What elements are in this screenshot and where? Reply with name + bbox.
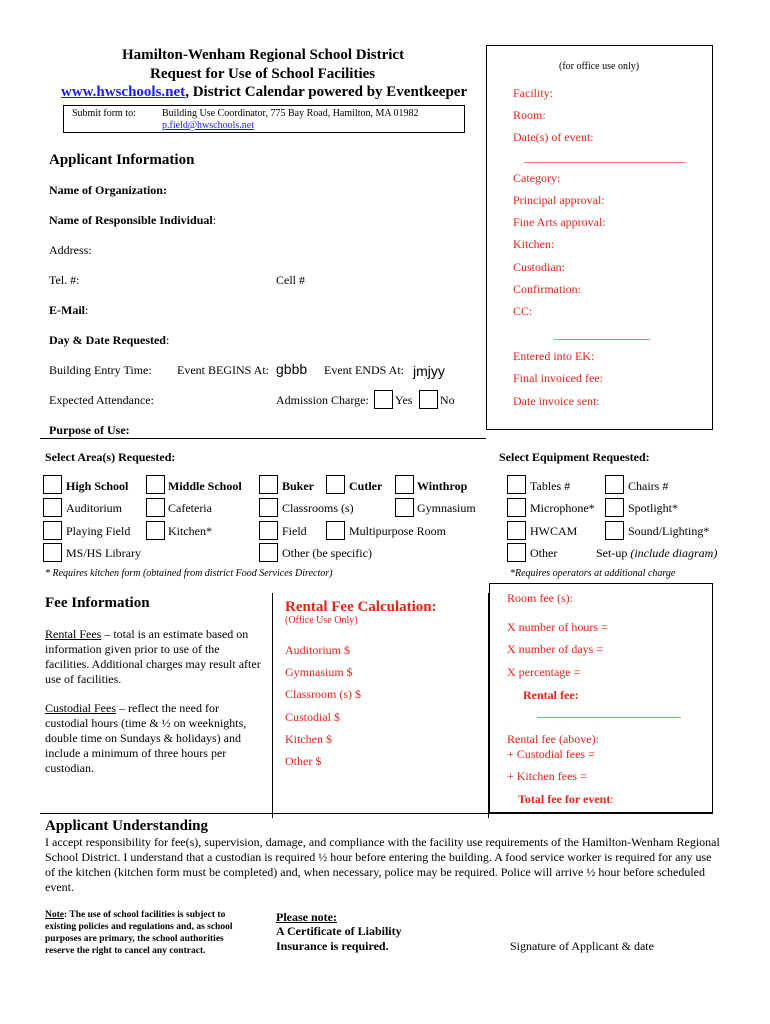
total-fee-colon: : bbox=[610, 792, 614, 806]
office-heading: (for office use only) bbox=[559, 61, 640, 72]
calendar-note: , District Calendar powered by Eventkeeper bbox=[185, 84, 468, 100]
equipment-heading: Select Equipment Requested: bbox=[499, 450, 650, 464]
plus-custodial: + Custodial fees = bbox=[507, 747, 595, 761]
room-fee-item: X percentage = bbox=[507, 665, 581, 679]
custodial-fees-title: Custodial Fees bbox=[45, 701, 116, 715]
total-fee-line bbox=[518, 792, 614, 807]
note-block bbox=[45, 909, 255, 957]
rental-calc-sub: (Office Use Only) bbox=[285, 615, 358, 626]
buker-checkbox[interactable] bbox=[259, 475, 278, 494]
understanding-text: I accept responsibility for fee(s), supervision, damage, and compliance with the facility use requirements of the Hamilton-Wenham Regional School District. I understand that a custodian is required ½ hour before entering the building. A food service worker is required for any use of the kitchen (kitchen form must be completed) and, when necessary, police may be required. Police will arrive ½ hour before scheduled event. bbox=[45, 835, 720, 894]
rental-above: Rental fee (above): bbox=[507, 732, 599, 746]
area-label: MS/HS Library bbox=[66, 546, 141, 560]
website-link[interactable]: www.hwschools.net bbox=[61, 84, 186, 100]
rental-calc-item: Kitchen $ bbox=[285, 732, 332, 746]
office-item: Date(s) of event: bbox=[513, 130, 594, 144]
email-label-line bbox=[49, 303, 88, 318]
office-item: Entered into EK: bbox=[513, 349, 595, 363]
office-item: Confirmation: bbox=[513, 282, 581, 296]
auditorium-checkbox[interactable] bbox=[43, 498, 62, 517]
office-item: Room: bbox=[513, 108, 546, 122]
areas-footnote: * Requires kitchen form (obtained from district Food Services Director) bbox=[45, 568, 333, 579]
rental-fee-label: Rental fee: bbox=[523, 688, 579, 702]
spotlight-checkbox[interactable] bbox=[605, 498, 624, 517]
custodial-fees-body: – reflect the need for custodial hours (time & ½ on weeknights, double time on Sundays & holidays) and include a minimum of three hours per custodian. bbox=[45, 701, 247, 775]
admission-label: Admission Charge: bbox=[276, 393, 369, 407]
library-checkbox[interactable] bbox=[43, 543, 62, 562]
area-label: Winthrop bbox=[417, 479, 468, 493]
area-label: Gymnasium bbox=[417, 501, 476, 515]
website-line bbox=[61, 84, 467, 101]
hwcam-checkbox[interactable] bbox=[507, 521, 526, 540]
district-title: Hamilton-Wenham Regional School District bbox=[122, 47, 405, 63]
understanding-divider bbox=[40, 813, 713, 814]
signature-label: Signature of Applicant & date bbox=[510, 939, 654, 953]
rental-calc-item: Gymnasium $ bbox=[285, 665, 353, 679]
area-label: Field bbox=[282, 524, 307, 538]
office-divider: ___________________________ bbox=[524, 150, 686, 164]
applicant-heading: Applicant Information bbox=[49, 152, 195, 168]
total-fee-label: Total fee for event bbox=[518, 792, 611, 806]
area-label: Kitchen* bbox=[168, 524, 212, 538]
section-divider bbox=[40, 438, 486, 439]
rental-calc-heading: Rental Fee Calculation: bbox=[285, 599, 437, 615]
microphone-checkbox[interactable] bbox=[507, 498, 526, 517]
email-label: E-Mail bbox=[49, 303, 85, 317]
area-label: Multipurpose Room bbox=[349, 524, 447, 538]
office-item: Fine Arts approval: bbox=[513, 215, 606, 229]
note-label: Note bbox=[45, 910, 64, 920]
no-checkbox[interactable] bbox=[419, 390, 438, 409]
office-item: Facility: bbox=[513, 86, 553, 100]
responsible-label-line bbox=[49, 213, 216, 228]
responsible-label: Name of Responsible Individual bbox=[49, 213, 213, 227]
begins-value[interactable]: gbbb bbox=[276, 361, 308, 377]
email-colon: : bbox=[85, 303, 89, 317]
equipment-label: Spotlight* bbox=[628, 501, 679, 515]
area-label: Other (be specific) bbox=[282, 546, 372, 560]
cell-label: Cell # bbox=[276, 273, 305, 287]
classrooms-checkbox[interactable] bbox=[259, 498, 278, 517]
areas-heading: Select Area(s) Requested: bbox=[45, 450, 176, 464]
other-equipment-checkbox[interactable] bbox=[507, 543, 526, 562]
equipment-label: Chairs # bbox=[628, 479, 669, 493]
field-checkbox[interactable] bbox=[259, 521, 278, 540]
multipurpose-checkbox[interactable] bbox=[326, 521, 345, 540]
office-item: Principal approval: bbox=[513, 193, 605, 207]
purpose-label: Purpose of Use: bbox=[49, 423, 130, 437]
winthrop-checkbox[interactable] bbox=[395, 475, 414, 494]
rental-calc-box bbox=[272, 593, 489, 818]
cafeteria-checkbox[interactable] bbox=[146, 498, 165, 517]
chairs-checkbox[interactable] bbox=[605, 475, 624, 494]
rental-fees-text bbox=[45, 627, 263, 687]
office-item: CC: bbox=[513, 304, 533, 318]
setup-label: Set-up bbox=[596, 546, 631, 560]
please-note: Please note: bbox=[276, 910, 337, 924]
area-label: Playing Field bbox=[66, 524, 131, 538]
room-fee-divider: ________________________ bbox=[537, 705, 681, 719]
office-divider: ________________ bbox=[554, 327, 650, 341]
day-colon: : bbox=[165, 333, 170, 347]
org-label: Name of Organization: bbox=[49, 183, 167, 197]
area-label: High School bbox=[66, 479, 129, 493]
equipment-footnote: *Requires operators at additional charge bbox=[510, 568, 676, 579]
rental-calc-item: Other $ bbox=[285, 754, 322, 768]
office-item: Category: bbox=[513, 171, 561, 185]
ends-value[interactable]: jmjyy bbox=[413, 363, 445, 379]
ends-label: Event ENDS At: bbox=[324, 363, 404, 377]
high-school-checkbox[interactable] bbox=[43, 475, 62, 494]
tables-checkbox[interactable] bbox=[507, 475, 526, 494]
responsible-colon: : bbox=[212, 213, 217, 227]
area-label: Cutler bbox=[349, 479, 383, 493]
submit-email[interactable]: p.field@hwschools.net bbox=[162, 120, 254, 131]
sound-lighting-checkbox[interactable] bbox=[605, 521, 624, 540]
fee-heading: Fee Information bbox=[45, 595, 150, 611]
note-text: : The use of school facilities is subject to existing policies and regulations and, as school purposes are primary, the school authorities reserve the right to cancel any contract. bbox=[45, 910, 233, 956]
office-item: Kitchen: bbox=[513, 237, 555, 251]
rental-calc-item: Auditorium $ bbox=[285, 643, 350, 657]
cert-line2: Insurance is required. bbox=[276, 939, 389, 953]
equipment-label: Other bbox=[530, 546, 558, 560]
other-area-checkbox[interactable] bbox=[259, 543, 278, 562]
day-label: Day & Date Requested bbox=[49, 333, 166, 347]
gymnasium-checkbox[interactable] bbox=[395, 498, 414, 517]
day-label-line bbox=[49, 333, 169, 348]
room-fee-item: Room fee (s): bbox=[507, 591, 573, 605]
form-title: Request for Use of School Facilities bbox=[150, 66, 376, 82]
office-item: Date invoice sent: bbox=[513, 394, 600, 408]
submit-label: Submit form to: bbox=[72, 108, 136, 119]
area-label: Cafeteria bbox=[168, 501, 212, 515]
rental-calc-item: Custodial $ bbox=[285, 710, 341, 724]
entry-label: Building Entry Time: bbox=[49, 363, 152, 377]
attendance-label: Expected Attendance: bbox=[49, 393, 154, 407]
rental-fees-body: – total is an estimate based on information given prior to use of the facilities. Additional charges may result after use of facilities. bbox=[45, 627, 261, 686]
area-label: Middle School bbox=[168, 479, 242, 493]
equipment-label: Microphone* bbox=[530, 501, 595, 515]
begins-label: Event BEGINS At: bbox=[177, 363, 269, 377]
area-label: Auditorium bbox=[66, 501, 122, 515]
equipment-label: Sound/Lighting* bbox=[628, 524, 710, 538]
plus-kitchen: + Kitchen fees = bbox=[507, 769, 587, 783]
room-fee-item: X number of days = bbox=[507, 642, 604, 656]
rental-calc-item: Classroom (s) $ bbox=[285, 687, 361, 701]
submit-address: Building Use Coordinator, 775 Bay Road, Hamilton, MA 01982 bbox=[162, 108, 419, 119]
custodial-fees-text bbox=[45, 701, 263, 776]
middle-school-checkbox[interactable] bbox=[146, 475, 165, 494]
setup-line bbox=[596, 546, 717, 561]
cutler-checkbox[interactable] bbox=[326, 475, 345, 494]
tel-label: Tel. #: bbox=[49, 273, 80, 287]
setup-note: (include diagram) bbox=[630, 546, 718, 560]
understanding-heading: Applicant Understanding bbox=[45, 818, 208, 834]
yes-label: Yes bbox=[395, 393, 413, 407]
office-item: Final invoiced fee: bbox=[513, 371, 603, 385]
office-item: Custodian: bbox=[513, 260, 566, 274]
yes-checkbox[interactable] bbox=[374, 390, 393, 409]
cert-line1: A Certificate of Liability bbox=[276, 924, 402, 938]
no-label: No bbox=[440, 393, 455, 407]
playing-field-checkbox[interactable] bbox=[43, 521, 62, 540]
kitchen-checkbox[interactable] bbox=[146, 521, 165, 540]
equipment-label: Tables # bbox=[530, 479, 571, 493]
rental-fees-title: Rental Fees bbox=[45, 627, 102, 641]
equipment-label: HWCAM bbox=[530, 524, 578, 538]
area-label: Classrooms (s) bbox=[282, 501, 354, 515]
address-label: Address: bbox=[49, 243, 92, 257]
room-fee-item: X number of hours = bbox=[507, 620, 608, 634]
area-label: Buker bbox=[282, 479, 315, 493]
